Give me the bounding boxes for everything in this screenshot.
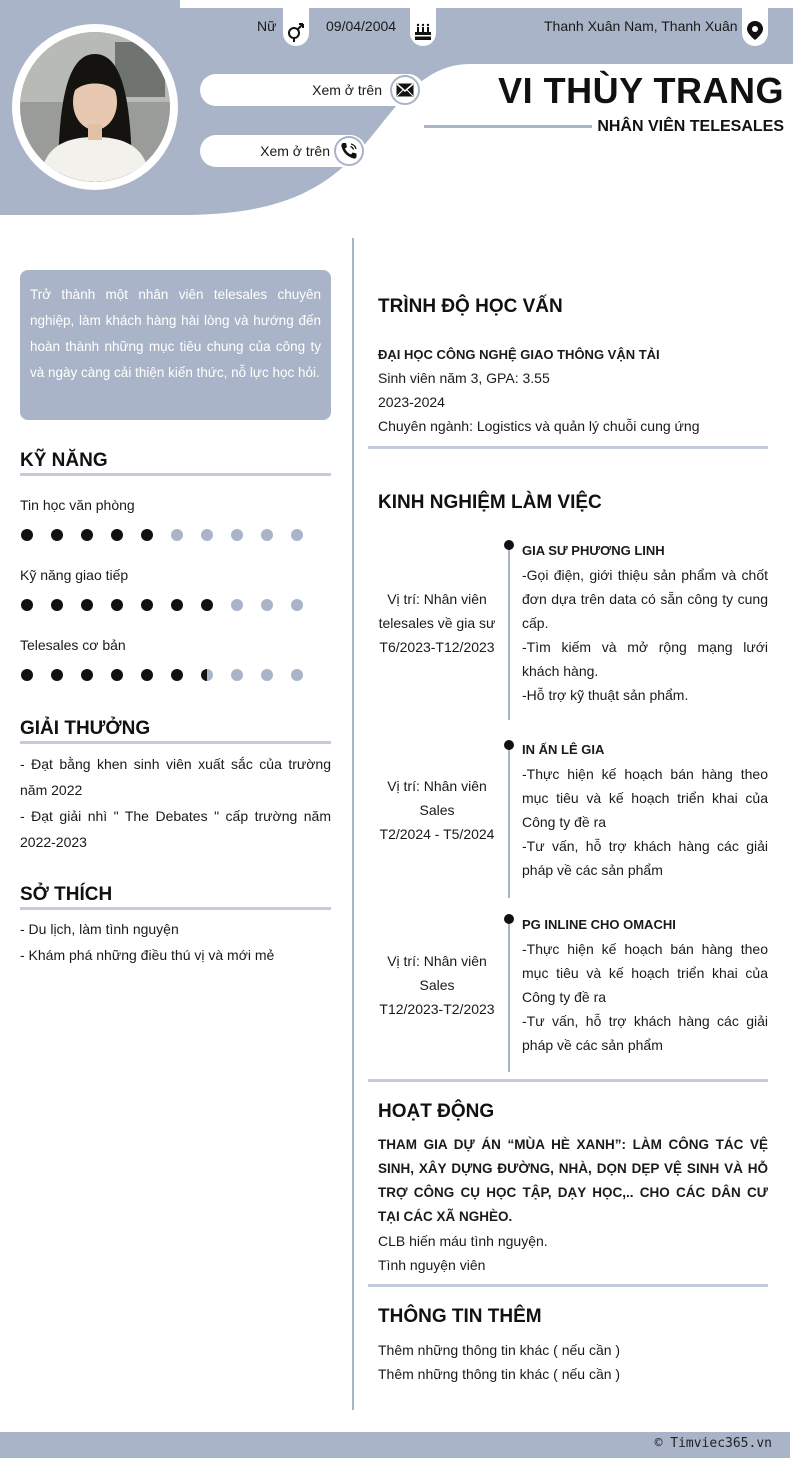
skill-rating <box>21 529 321 541</box>
job-company: GIA SƯ PHƯƠNG LINH <box>522 543 665 558</box>
job-meta <box>372 949 502 1021</box>
profile-photo <box>20 32 170 182</box>
candidate-position: NHÂN VIÊN TELESALES <box>597 118 784 135</box>
avatar <box>12 24 178 190</box>
job-meta <box>372 774 502 846</box>
job-period: T2/2024 - T5/2024 <box>379 826 495 842</box>
skill-dot <box>291 529 303 541</box>
job-details <box>522 539 768 707</box>
job-duty: -Tư vấn, hỗ trợ khách hàng các giải pháp về các sản phẩm <box>522 838 768 878</box>
skill-dot <box>81 669 93 681</box>
footer <box>0 1432 790 1458</box>
experience-divider <box>368 1079 768 1082</box>
skill-dot <box>231 599 243 611</box>
skill-dot <box>171 529 183 541</box>
skill-dot <box>51 599 63 611</box>
job-position-detail: telesales về gia sư <box>378 615 496 631</box>
location-pin-icon <box>745 20 765 42</box>
skill-dot <box>201 599 213 611</box>
activities-divider <box>368 1284 768 1287</box>
skill-dot <box>231 529 243 541</box>
skill-dot <box>81 529 93 541</box>
skill-dot <box>21 669 33 681</box>
birthdate-badge <box>410 6 436 46</box>
email-icon-wrap <box>390 75 420 105</box>
hobbies-list <box>20 916 331 968</box>
education-divider <box>368 446 768 449</box>
skill-dot <box>261 669 273 681</box>
email-pill <box>200 74 424 106</box>
phone-pill <box>200 135 366 167</box>
skill-dot <box>141 599 153 611</box>
extra-info-line: Thêm những thông tin khác ( nếu cần ) <box>378 1366 621 1382</box>
activities-content <box>378 1133 768 1277</box>
education-line: Sinh viên năm 3, GPA: 3.55 <box>378 370 550 386</box>
skill-dot <box>21 599 33 611</box>
job-meta <box>372 587 502 659</box>
birthdate-text: 09/04/2004 <box>326 18 397 34</box>
gender-text: Nữ <box>257 18 277 34</box>
skill-label: Tin học văn phòng <box>20 497 135 513</box>
hobbies-divider <box>20 907 331 910</box>
education-details <box>378 366 699 438</box>
education-line: 2023-2024 <box>378 394 445 410</box>
skills-divider <box>20 473 331 476</box>
extra-info-title: THÔNG TIN THÊM <box>378 1306 542 1327</box>
education-school: ĐẠI HỌC CÔNG NGHỆ GIAO THÔNG VẬN TẢI <box>378 347 660 362</box>
hobby-item: - Du lịch, làm tình nguyện <box>20 921 179 937</box>
timeline-line <box>508 548 510 720</box>
job-company: IN ẤN LÊ GIA <box>522 742 605 757</box>
extra-info-line: Thêm những thông tin khác ( nếu cần ) <box>378 1342 621 1358</box>
skill-dot <box>231 669 243 681</box>
job-position: Vị trí: Nhân viên <box>387 778 487 794</box>
address-text: Thanh Xuân Nam, Thanh Xuân <box>544 18 738 34</box>
envelope-icon <box>396 83 414 97</box>
footer-copyright: © Timviec365.vn <box>654 1436 772 1451</box>
job-duty: -Gọi điện, giới thiệu sản phẩm và chốt đơn dựa trên data có sẵn công ty cung cấp. <box>522 567 768 631</box>
timeline-line <box>508 748 510 898</box>
awards-list <box>20 751 331 855</box>
cake-icon <box>413 22 433 42</box>
skill-dot <box>81 599 93 611</box>
email-text: Xem ở trên <box>312 82 382 98</box>
activity-headline: THAM GIA DỰ ÁN “MÙA HÈ XANH”: LÀM CÔNG TÁC VỆ SINH, XÂY DỰNG ĐƯỜNG, NHÀ, DỌN DẸP VỆ SINH VÀ HỖ TRỢ CÔNG CỤ HỌC TẬP, DẠY HỌC,.. CHO CÁC DÂN CƯ TẠI CÁC XÃ NGHÈO. <box>378 1137 768 1224</box>
skills-title: KỸ NĂNG <box>20 450 108 471</box>
timeline-dot <box>504 914 514 924</box>
skill-label: Telesales cơ bản <box>20 637 126 653</box>
extra-info-content <box>378 1338 620 1386</box>
skill-dot <box>111 529 123 541</box>
skill-dot <box>21 529 33 541</box>
skill-dot <box>291 669 303 681</box>
timeline-line <box>508 922 510 1072</box>
timeline-dot <box>504 740 514 750</box>
job-position: Vị trí: Nhân viên <box>387 591 487 607</box>
job-details <box>522 913 768 1057</box>
skill-dot <box>111 599 123 611</box>
job-duty: -Tìm kiếm và mở rộng mạng lưới khách hàng. <box>522 639 768 679</box>
skill-dot <box>141 669 153 681</box>
education-title: TRÌNH ĐỘ HỌC VẤN <box>378 296 563 317</box>
career-objective: Trở thành một nhân viên telesales chuyên nghiệp, làm khách hàng hài lòng và hướng đến hoàn thành những mục tiêu chung của công ty và ngày càng cải thiện kiến thức, nỗ lực học hỏi. <box>20 270 331 420</box>
skill-rating <box>21 669 321 681</box>
awards-title: GIẢI THƯỞNG <box>20 718 151 739</box>
job-company: PG INLINE CHO OMACHI <box>522 917 676 932</box>
phone-icon-wrap <box>334 136 364 166</box>
hobby-item: - Khám phá những điều thú vị và mới mẻ <box>20 947 275 963</box>
skill-dot <box>201 669 213 681</box>
awards-divider <box>20 741 331 744</box>
candidate-name: VI THÙY TRANG <box>498 70 784 111</box>
job-period: T6/2023-T12/2023 <box>379 639 495 655</box>
award-item: - Đạt bằng khen sinh viên xuất sắc của trường năm 2022 <box>20 756 331 798</box>
activity-line: CLB hiến máu tình nguyện. <box>378 1233 548 1249</box>
skill-rating <box>21 599 321 611</box>
phone-icon <box>340 142 358 160</box>
activity-line: Tình nguyện viên <box>378 1257 486 1273</box>
skill-dot <box>141 529 153 541</box>
job-duty: -Tư vấn, hỗ trợ khách hàng các giải pháp về các sản phẩm <box>522 1013 768 1053</box>
column-divider <box>352 238 354 1410</box>
timeline-dot <box>504 540 514 550</box>
skill-dot <box>201 529 213 541</box>
job-position-detail: Sales <box>419 977 455 993</box>
skill-dot <box>171 599 183 611</box>
skill-dot <box>171 669 183 681</box>
award-item: - Đạt giải nhì " The Debates " cấp trường năm 2022-2023 <box>20 808 331 850</box>
skill-dot <box>261 529 273 541</box>
skill-label: Kỹ năng giao tiếp <box>20 567 129 583</box>
hobbies-title: SỞ THÍCH <box>20 884 113 905</box>
skill-dot <box>261 599 273 611</box>
job-position-detail: Sales <box>419 802 455 818</box>
activities-title: HOẠT ĐỘNG <box>378 1101 495 1122</box>
skill-dot <box>51 669 63 681</box>
job-duty: -Thực hiện kế hoạch bán hàng theo mục tiêu và kế hoạch triển khai của Công ty đề ra <box>522 941 768 1005</box>
education-line: Chuyên ngành: Logistics và quản lý chuỗi cung ứng <box>378 418 700 434</box>
job-period: T12/2023-T2/2023 <box>379 1001 495 1017</box>
skill-dot <box>291 599 303 611</box>
job-position: Vị trí: Nhân viên <box>387 953 487 969</box>
gender-badge <box>283 6 309 46</box>
job-details <box>522 738 768 882</box>
experience-title: KINH NGHIỆM LÀM VIỆC <box>378 492 602 513</box>
gender-icon <box>286 22 306 42</box>
skill-dot <box>111 669 123 681</box>
phone-text: Xem ở trên <box>260 143 330 159</box>
role-underline <box>424 125 592 128</box>
address-badge <box>742 6 768 46</box>
skill-dot <box>51 529 63 541</box>
job-duty: -Hỗ trợ kỹ thuật sản phẩm. <box>522 687 689 703</box>
job-duty: -Thực hiện kế hoạch bán hàng theo mục tiêu và kế hoạch triển khai của Công ty đề ra <box>522 766 768 830</box>
